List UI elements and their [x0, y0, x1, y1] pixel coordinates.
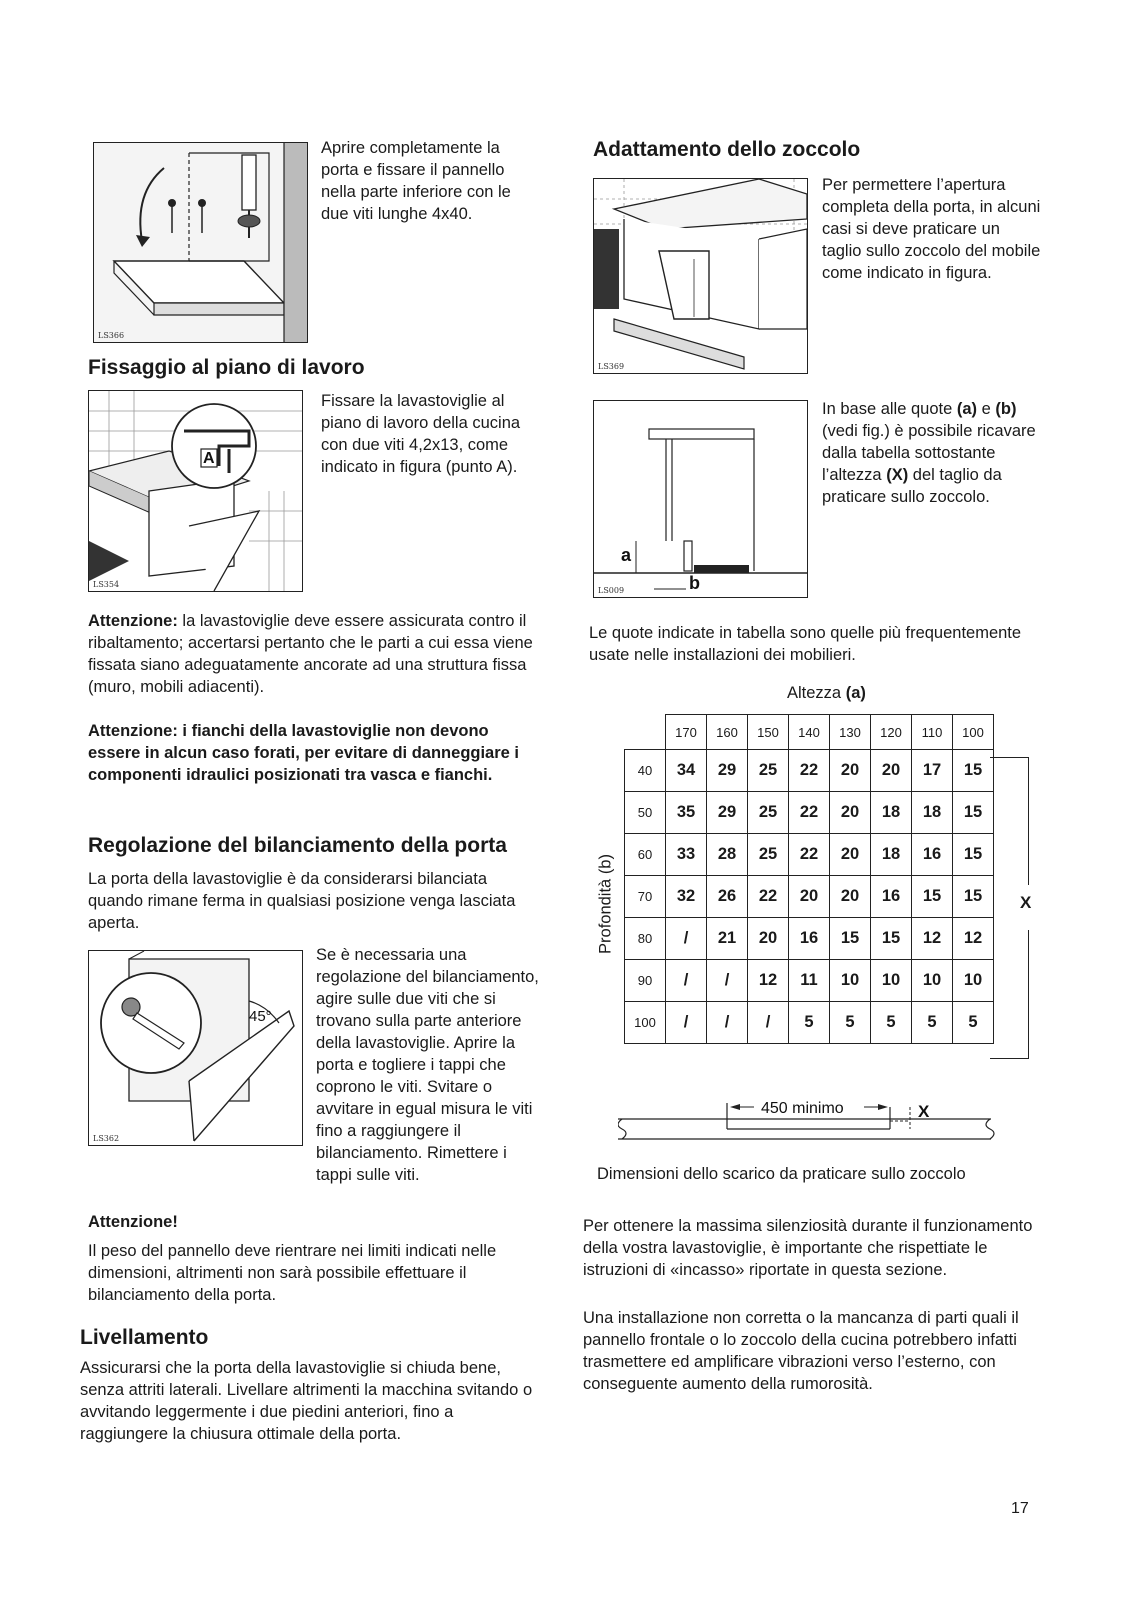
- table-cell-x: 20: [830, 876, 871, 918]
- quote-table-wrap: [624, 714, 994, 1044]
- table-cell-x: 22: [748, 876, 789, 918]
- table-cell-x: /: [707, 960, 748, 1002]
- table-row: [625, 960, 994, 1002]
- table-cell-x: 25: [748, 834, 789, 876]
- quote-text-part: e: [977, 400, 996, 418]
- figure-code: LS354: [93, 580, 120, 589]
- table-cell-x: 26: [707, 876, 748, 918]
- point-a-label: A: [203, 450, 215, 467]
- table-cell-x: 15: [912, 876, 953, 918]
- table-cell-x: 16: [789, 918, 830, 960]
- label-b: b: [689, 573, 700, 593]
- table-cell-x: /: [707, 1002, 748, 1044]
- attenzione-ribaltamento: [88, 610, 538, 698]
- quote-text-part: (vedi fig.) è possibile ricavare dalla tabella sottostante l’altezza: [822, 422, 1036, 484]
- table-cell-x: 15: [953, 834, 994, 876]
- silenziosita-p1: Per ottenere la massima silenziosità durante il funzionamento della vostra lavastoviglie, è importante che rispettiate le istruzioni di «incasso» riportate in questa sezione.: [583, 1217, 1033, 1279]
- table-cell-x: 34: [666, 750, 707, 792]
- table-cell-x: 20: [871, 750, 912, 792]
- quote-diagram: [594, 401, 807, 597]
- table-cell-x: 22: [789, 750, 830, 792]
- regolazione-intro: La porta della lavastoviglie è da considerarsi bilanciata quando rimane ferma in qualsiasi posizione venga lasciata aperta.: [88, 870, 516, 932]
- table-cell-x: 17: [912, 750, 953, 792]
- door-balance-illustration: [89, 951, 302, 1145]
- quote-table: [624, 714, 994, 1044]
- scarico-diagram: [618, 1097, 1018, 1145]
- table-cell-x: 25: [748, 792, 789, 834]
- angle-label: 45°: [249, 1008, 272, 1025]
- table-cell-x: 5: [953, 1002, 994, 1044]
- row-header-profondita: 90: [625, 960, 666, 1002]
- table-cell-x: 20: [830, 792, 871, 834]
- row-header-profondita: 80: [625, 918, 666, 960]
- regolazione-text: Se è necessaria una regolazione del bilanciamento, agire sulle due viti che si trovano sulla parte anteriore della lavastoviglie. Aprire la porta e togliere i tappi che coprono le viti. Svitare o avvitare in egual misura le viti fino a raggiungere il bilanciamento. Rimettere i tappi sulle viti.: [316, 946, 539, 1184]
- column-header-altezza: 160: [707, 715, 748, 750]
- table-cell-x: 15: [830, 918, 871, 960]
- figure-code: LS009: [598, 586, 625, 595]
- table-cell-x: 20: [830, 750, 871, 792]
- quote-table-body: [625, 715, 994, 1044]
- column-header-altezza: 150: [748, 715, 789, 750]
- figure-code: LS362: [93, 1134, 120, 1143]
- figure-ls369: [593, 178, 808, 374]
- quote-key-a: (a): [956, 400, 978, 418]
- table-cell-x: 12: [912, 918, 953, 960]
- table-cell-x: 25: [748, 750, 789, 792]
- attenzione-peso-text: Il peso del pannello deve rientrare nei limiti indicati nelle dimensioni, altrimenti non sarà possibile effettuare il bilanciamento della porta.: [88, 1242, 497, 1304]
- attenzione-fianchi: Attenzione: i fianchi della lavastoviglie non devono essere in alcun caso forati, per evitare di danneggiare i componenti idraulici posizionati tra vasca e fianchi.: [88, 722, 519, 784]
- table-cell-x: 20: [748, 918, 789, 960]
- table-cell-x: 20: [789, 876, 830, 918]
- quote-key-b: (b): [995, 400, 1017, 418]
- table-cell-x: 33: [666, 834, 707, 876]
- dim-x-label: X: [918, 1102, 930, 1121]
- table-header-row: [625, 715, 994, 750]
- plinth-cut-illustration: [594, 179, 807, 373]
- table-cell-x: 15: [953, 876, 994, 918]
- table-cell-x: 15: [953, 750, 994, 792]
- table-corner: [625, 715, 666, 750]
- column-header-altezza: 130: [830, 715, 871, 750]
- quote-text-part: del taglio da praticare sullo zoccolo.: [822, 466, 1002, 506]
- table-cell-x: 5: [912, 1002, 953, 1044]
- table-cell-x: 5: [871, 1002, 912, 1044]
- figure-ls009: [593, 400, 808, 598]
- table-cell-x: 5: [789, 1002, 830, 1044]
- column-header-altezza: 100: [953, 715, 994, 750]
- section-title-fissaggio: Fissaggio al piano di lavoro: [88, 356, 365, 379]
- table-row: [625, 792, 994, 834]
- table-cell-x: 18: [871, 834, 912, 876]
- step1-text: Aprire completamente la porta e fissare il pannello nella parte inferiore con le due viti lunghe 4x40.: [321, 139, 511, 223]
- table-cell-x: 32: [666, 876, 707, 918]
- figure-ls362: [88, 950, 303, 1146]
- quote-text-part: In base alle quote: [822, 400, 957, 418]
- column-title-text: Altezza: [787, 684, 846, 702]
- table-cell-x: 22: [789, 792, 830, 834]
- table-cell-x: 20: [830, 834, 871, 876]
- table-cell-x: 12: [748, 960, 789, 1002]
- table-cell-x: 10: [912, 960, 953, 1002]
- row-title-text: Profondità (b): [596, 854, 615, 954]
- table-cell-x: 18: [912, 792, 953, 834]
- table-cell-x: /: [748, 1002, 789, 1044]
- attenzione-label: Attenzione:: [88, 612, 178, 630]
- scarico-caption: Dimensioni dello scarico da praticare sullo zoccolo: [597, 1165, 966, 1183]
- table-cell-x: 10: [830, 960, 871, 1002]
- section-title-adattamento: Adattamento dello zoccolo: [593, 138, 861, 161]
- row-header-profondita: 40: [625, 750, 666, 792]
- table-cell-x: 16: [912, 834, 953, 876]
- column-header-altezza: 170: [666, 715, 707, 750]
- livellamento-text: Assicurarsi che la porta della lavastoviglie si chiuda bene, senza attriti laterali. Livellare altrimenti la macchina svitando o avvitando leggermente i due piedini anteriori, fino a raggiungere la chiusura ottimale della porta.: [80, 1359, 533, 1443]
- table-cell-x: 16: [871, 876, 912, 918]
- worktop-fixing-illustration: [89, 391, 302, 591]
- adattamento-text: Per permettere l’apertura completa della porta, in alcuni casi si deve praticare un taglio sullo zoccolo del mobile come indicato in figura.: [822, 176, 1041, 282]
- table-cell-x: 35: [666, 792, 707, 834]
- x-label: X: [1020, 893, 1032, 912]
- table-row: [625, 834, 994, 876]
- dim-label: 450 minimo: [761, 1100, 844, 1117]
- table-cell-x: /: [666, 918, 707, 960]
- figure-ls366: [93, 142, 308, 343]
- row-header-profondita: 50: [625, 792, 666, 834]
- column-title-key: (a): [845, 684, 866, 702]
- table-cell-x: 15: [953, 792, 994, 834]
- table-cell-x: 15: [871, 918, 912, 960]
- table-cell-x: 29: [707, 750, 748, 792]
- column-header-altezza: 120: [871, 715, 912, 750]
- quote-key-x: (X): [886, 466, 909, 484]
- figure-ls354: [88, 390, 303, 592]
- row-header-profondita: 60: [625, 834, 666, 876]
- attenzione-text: la lavastoviglie deve essere assicurata contro il ribaltamento; accertarsi pertanto che le parti a cui essa viene fissata siano adeguatamente ancorate ad una struttura fissa (muro, mobili adiacenti).: [88, 612, 533, 696]
- section-title-livellamento: Livellamento: [80, 1326, 209, 1349]
- table-cell-x: 28: [707, 834, 748, 876]
- table-cell-x: 11: [789, 960, 830, 1002]
- quote-explanation: [822, 398, 1040, 508]
- table-cell-x: 29: [707, 792, 748, 834]
- fissaggio-text: Fissare la lavastoviglie al piano di lavoro della cucina con due viti 4,2x13, come indicato in figura (punto A).: [321, 392, 521, 476]
- section-title-regolazione: Regolazione del bilanciamento della porta: [88, 834, 507, 857]
- table-row: [625, 876, 994, 918]
- column-header-altezza: 140: [789, 715, 830, 750]
- table-cell-x: 5: [830, 1002, 871, 1044]
- table-column-title: [787, 682, 866, 704]
- table-row: [625, 750, 994, 792]
- figure-code: LS369: [598, 362, 625, 371]
- figure-code: LS366: [98, 331, 125, 340]
- label-a: a: [621, 545, 632, 565]
- row-header-profondita: 70: [625, 876, 666, 918]
- table-intro: Le quote indicate in tabella sono quelle più frequentemente usate nelle installazioni dei mobilieri.: [589, 624, 1022, 664]
- table-row: [625, 918, 994, 960]
- row-header-profondita: 100: [625, 1002, 666, 1044]
- table-cell-x: /: [666, 960, 707, 1002]
- table-cell-x: 18: [871, 792, 912, 834]
- table-cell-x: 12: [953, 918, 994, 960]
- door-panel-screw-illustration: [94, 143, 307, 342]
- table-cell-x: 22: [789, 834, 830, 876]
- table-cell-x: /: [666, 1002, 707, 1044]
- table-cell-x: 10: [871, 960, 912, 1002]
- silenziosita-p2: Una installazione non corretta o la mancanza di parti quali il pannello frontale o lo zoccolo della cucina potrebbero infatti trasmettere ed amplificare vibrazioni verso l’esterno, con conseguente aumento della rumorosità.: [583, 1309, 1019, 1393]
- table-cell-x: 10: [953, 960, 994, 1002]
- page-number: 17: [1011, 1500, 1029, 1517]
- attenzione-peso-title: Attenzione!: [88, 1213, 178, 1231]
- table-cell-x: 21: [707, 918, 748, 960]
- column-header-altezza: 110: [912, 715, 953, 750]
- table-row: [625, 1002, 994, 1044]
